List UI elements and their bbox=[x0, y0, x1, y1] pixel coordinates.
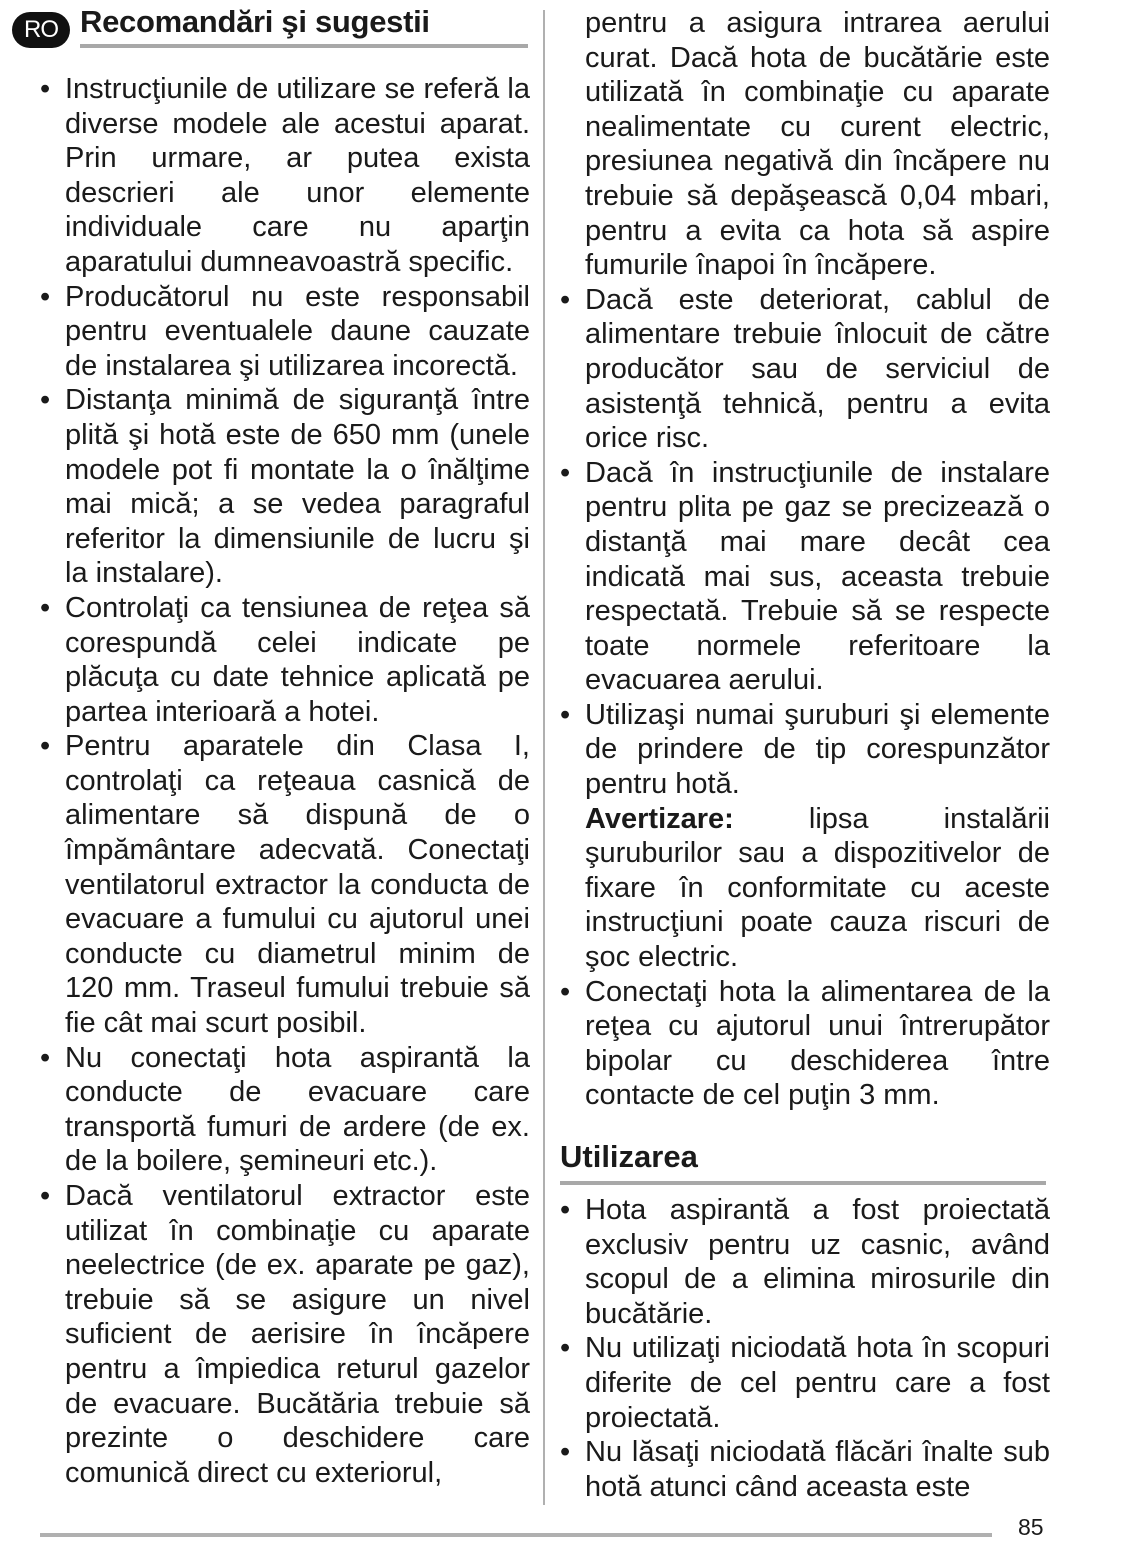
item-text: Utilizaşi numai şuruburi şi elemente de prindere de tip corespunzător pentru hotă. bbox=[585, 698, 1050, 801]
bullet: • bbox=[560, 1332, 571, 1365]
page-title: Recomandări şi sugestii bbox=[80, 4, 430, 39]
language-badge: RO bbox=[12, 12, 70, 48]
footer-rule bbox=[40, 1533, 992, 1537]
bullet: • bbox=[40, 591, 51, 624]
item-text: Nu conectaţi hota aspirantă la conducte de evacuare care transportă fumuri de ardere (de ex. de la boilere, şemineuri etc.). bbox=[65, 1041, 530, 1178]
bullet: • bbox=[560, 456, 571, 489]
list-item bbox=[40, 280, 530, 384]
bullet: • bbox=[40, 73, 51, 105]
item-text: Distanţa minimă de siguranţă între plită şi hotă este de 650 mm (unele modele pot fi montate la o înălţime mai mică; a se vedea paragraful referitor la dimensiunile de lucru şi la instalare). bbox=[65, 384, 530, 590]
title-underline bbox=[80, 44, 528, 48]
warning-text: lipsa instalării şuruburilor sau a dispozitivelor de fixare în conformitate cu aceste instrucţiuni poate cauza riscuri de şoc electric. bbox=[585, 802, 1050, 974]
list-item bbox=[40, 729, 530, 1040]
item-text: Conectaţi hota la alimentarea de la reţea cu ajutorul unui întrerupător bipolar cu deschiderea între contacte de cel puţin 3 mm. bbox=[585, 975, 1050, 1112]
item-text: Pentru aparatele din Clasa I, controlaţi ca reţeaua casnică de alimentare să dispună de o împământare adecvată. Conectaţi ventilatorul extractor la conducta de evacuare a fumului cu ajutorul unei conducte cu diametrul minim de 120 mm. Traseul fumului trebuie să fie cât mai scurt posibil. bbox=[65, 730, 530, 1040]
bullet: • bbox=[560, 698, 571, 731]
list-item bbox=[40, 72, 530, 280]
column-divider bbox=[543, 10, 545, 1505]
item-text: Producătorul nu este responsabil pentru eventualele daune cauzate de instalarea şi utilizarea incorectă. bbox=[65, 280, 530, 382]
list-item bbox=[560, 1435, 1050, 1504]
bullet: • bbox=[40, 1041, 51, 1074]
list-item bbox=[40, 1041, 530, 1179]
item-text: Dacă este deteriorat, cablul de alimentare trebuie înlocuit de către producător sau de serviciul de asistenţă tehnică, pentru a evita orice risc. bbox=[585, 283, 1050, 455]
bullet: • bbox=[40, 730, 51, 763]
list-item bbox=[560, 456, 1050, 698]
list-item bbox=[560, 975, 1050, 1113]
bullet: • bbox=[560, 1436, 571, 1469]
bullet: • bbox=[40, 1180, 51, 1212]
section-heading-usage: Utilizarea bbox=[560, 1139, 698, 1174]
list-item bbox=[560, 283, 1050, 456]
warning-label: Avertizare: bbox=[585, 802, 734, 835]
list-item bbox=[560, 698, 1050, 802]
item-text: Hota aspirantă a fost proiectată exclusiv pentru uz casnic, având scopul de a elimina mirosurile din bucătărie. bbox=[585, 1194, 1050, 1330]
item-text: Dacă în instrucţiunile de instalare pentru plita pe gaz se precizează o distanţă mai mare decât cea indicată mai sus, aceasta trebuie respectată. Trebuie să se respecte toate normele referitoare la evacuarea aerului. bbox=[585, 456, 1050, 697]
list-item bbox=[560, 1331, 1050, 1435]
right-column bbox=[560, 6, 1050, 1504]
list-item bbox=[40, 383, 530, 591]
bullet: • bbox=[560, 1194, 571, 1226]
bullet: • bbox=[560, 975, 571, 1008]
page-number: 85 bbox=[1018, 1514, 1044, 1540]
warning-paragraph bbox=[560, 802, 1050, 975]
list-item bbox=[40, 1179, 530, 1490]
item-text: Nu utilizaţi niciodată hota în scopuri diferite de cel pentru care a fost proiectată. bbox=[585, 1332, 1050, 1434]
list-item bbox=[560, 1193, 1050, 1331]
continuation-text: pentru a asigura intrarea aerului curat. Dacă hota de bucătărie este utilizată în combinaţie cu aparate nealimentate cu curent electric, presiunea negativă din încăpere nu trebuie să depăşească 0,04 mbari, pentru a evita ca hota să aspire fumurile înapoi în încăpere. bbox=[585, 7, 1050, 282]
item-text: Nu lăsaţi niciodată flăcări înalte sub hotă atunci când aceasta este bbox=[585, 1436, 1050, 1503]
section-underline bbox=[560, 1181, 1046, 1185]
item-text: Instrucţiunile de utilizare se referă la diverse modele ale acestui aparat. Prin urmare, ar putea exista descrieri ale unor elemente individuale care nu aparţin aparatului dumneavoastră specific. bbox=[65, 73, 530, 278]
bullet: • bbox=[560, 283, 571, 316]
left-column bbox=[40, 72, 530, 1490]
bullet: • bbox=[40, 280, 51, 313]
bullet: • bbox=[40, 384, 51, 417]
item-text: Dacă ventilatorul extractor este utilizat în combinaţie cu aparate neelectrice (de ex. aparate pe gaz), trebuie să se asigure un nivel suficient de aerisire în încăpere pentru a împiedica returul gazelor de evacuare. Bucătăria trebuie să prezinte o deschidere care comunică direct cu exteriorul, bbox=[65, 1180, 530, 1489]
item-text: Controlaţi ca tensiunea de reţea să corespundă celei indicate pe plăcuţa cu date tehnice aplicată pe partea interioară a hotei. bbox=[65, 591, 530, 728]
list-item bbox=[40, 591, 530, 729]
